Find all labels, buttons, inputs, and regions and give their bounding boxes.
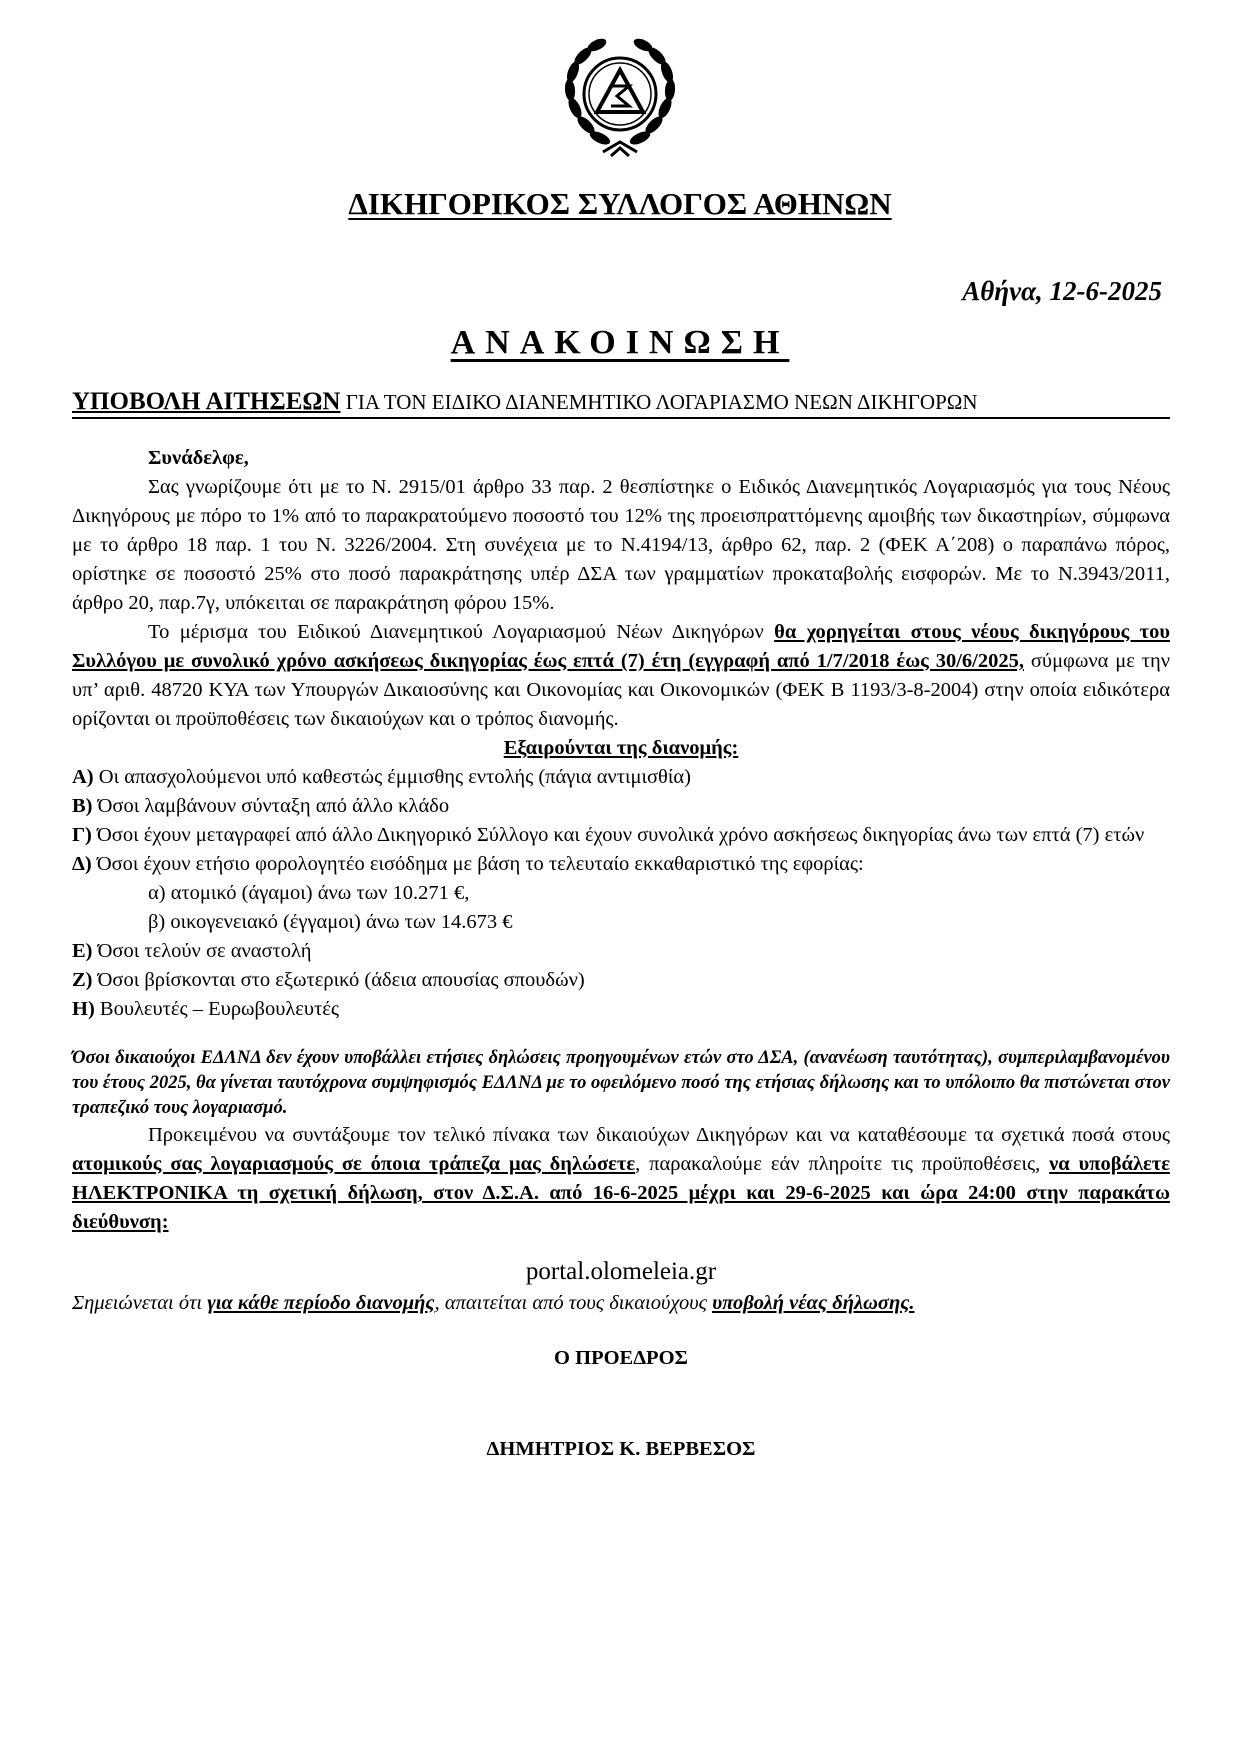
paragraph-legal-basis: Σας γνωρίζουμε ότι με το Ν. 2915/01 άρθρο 33 παρ. 2 θεσπίστηκε ο Ειδικός Διανεμητικός Λογαριασμός για τους Νέους Δικηγόρους με πόρο το 1% από το παρακρατούμενο ποσοστό του 12% της προεισπραττόμενης αμοιβής των δικαστηρίων, σύμφωνα με το άρθρο 18 παρ. 1 του Ν. 3226/2004. Στη συνέχεια με το Ν.4194/13, άρθρο 62, παρ. 2 (ΦΕΚ Α΄208) ο παραπάνω πόρος, ορίστηκε σε ποσοστό 25% στο ποσό παρακράτησης υπέρ ΔΣΑ των γραμματίων προκαταβολής εισφορών. Με το Ν.3943/2011, άρθρο 20, παρ.7γ, υπόκειται σε παρακράτηση φόρου 15%.	[72, 476, 1170, 614]
signature-name: ΔΗΜΗΤΡΙΟΣ Κ. ΒΕΡΒΕΣΟΣ	[486, 1438, 756, 1460]
organization-name: ΔΙΚΗΓΟΡΙΚΟΣ ΣΥΛΛΟΓΟΣ ΑΘΗΝΩΝ	[348, 186, 892, 221]
page-title: ΑΝΑΚΟΙΝΩΣΗ	[450, 324, 790, 361]
subject-rest: ΓΙΑ ΤΟΝ ΕΙΔΙΚΟ ΔΙΑΝΕΜΗΤΙΚΟ ΛΟΓΑΡΙΑΣΜΟ ΝΕΩΝ ΔΙΚΗΓΟΡΩΝ	[340, 390, 978, 414]
exclusion-item: Ε) Όσοι τελούν σε αναστολή	[72, 940, 312, 962]
salutation: Συνάδελφε,	[148, 447, 249, 469]
submission-deadline-highlight: να υποβάλετε ΗΛΕΚΤΡΟΝΙΚΑ τη σχετική δήλωση, στον Δ.Σ.Α. από 16-6-2025 μέχρι και 29-6-2025 και ώρα 24:00 στην παρακάτω διεύθυνση:	[72, 1153, 1171, 1233]
exclusion-item: Ζ) Όσοι βρίσκονται στο εξωτερικό (άδεια απουσίας σπουδών)	[72, 969, 585, 991]
income-limit-married: β) οικογενειακό (έγγαμοι) άνω των 14.673 €	[148, 911, 513, 933]
exclusion-item: Α) Οι απασχολούμενοι υπό καθεστώς έμμισθης εντολής (πάγια αντιμισθία)	[72, 766, 691, 788]
eligibility-highlight: θα χορηγείται στους νέους δικηγόρους του Συλλόγου με συνολικό χρόνο ασκήσεως δικηγορίας έως επτά (7) έτη (εγγραφή από 1/7/2018 έως 30/6/2025,	[72, 621, 1170, 672]
paragraph-submission: Προκειμένου να συντάξουμε τον τελικό πίνακα των δικαιούχων Δικηγόρων και να καταθέσουμε τα σχετικά ποσά στους ατομικούς σας λογαριασμούς σε όποια τράπεζα μας δηλώσετε, παρακαλούμε εάν πληροίτε τις προϋποθέσεις, να υποβάλετε ΗΛΕΚΤΡΟΝΙΚΑ τη σχετική δήλωση, στον Δ.Σ.Α. από 16-6-2025 μέχρι και 29-6-2025 και ώρα 24:00 στην παρακάτω διεύθυνση:	[72, 1124, 1171, 1233]
renewal-remark: Σημειώνεται ότι για κάθε περίοδο διανομής, απαιτείται από τους δικαιούχους υποβολή νέας δήλωσης.	[72, 1292, 915, 1314]
subject-line	[72, 388, 1170, 419]
exclusion-item: Δ) Όσοι έχουν ετήσιο φορολογητέο εισόδημα με βάση το τελευταίο εκκαθαριστικό της εφορίας:	[72, 853, 864, 875]
offset-note: Όσοι δικαιούχοι ΕΔΛΝΔ δεν έχουν υποβάλλει ετήσιες δηλώσεις προηγουμένων ετών στο ΔΣΑ, (ανανέωση ταυτότητας), συμπεριλαμβανομένου του έτους 2025, θα γίνεται ταυτόχρονα συμψηφισμός ΕΔΛΝΔ με το οφειλόμενο ποσό της ετήσιας δήλωσης και το υπόλοιπο θα πιστώνεται στον τραπεζικό τους λογαριασμό.	[72, 1048, 1170, 1118]
exclusion-item: Β) Όσοι λαμβάνουν σύνταξη από άλλο κλάδο	[72, 795, 450, 817]
paragraph-eligibility: Το μέρισμα του Ειδικού Διανεμητικού Λογαριασμού Νέων Δικηγόρων θα χορηγείται στους νέους δικηγόρους του Συλλόγου με συνολικό χρόνο ασκήσεως δικηγορίας έως επτά (7) έτη (εγγραφή από 1/7/2018 έως 30/6/2025, σύμφωνα με την υπ’ αριθ. 48720 ΚΥΑ των Υπουργών Δικαιοσύνης και Οικονομίας και Οικονομικών (ΦΕΚ Β 1193/3-8-2004) στην οποία ειδικότερα ορίζονται οι προϋποθέσεις των δικαιούχων και ο τρόπος διανομής.	[72, 621, 1170, 730]
subject-bold: ΥΠΟΒΟΛΗ ΑΙΤΗΣΕΩΝ	[72, 388, 341, 415]
document-date: Αθήνα, 12-6-2025	[962, 276, 1162, 306]
exclusion-item: Γ) Όσοι έχουν μεταγραφεί από άλλο Δικηγορικό Σύλλογο και έχουν συνολικά χρόνο ασκήσεως δικηγορίας άνω των επτά (7) ετών	[72, 824, 1145, 846]
exclusion-item: Η) Βουλευτές – Ευρωβουλευτές	[72, 998, 340, 1020]
income-limit-single: α) ατομικό (άγαμοι) άνω των 10.271 €,	[148, 882, 470, 904]
bar-association-emblem-icon	[553, 30, 687, 164]
announcement-body	[72, 444, 1170, 1464]
portal-link[interactable]: portal.olomeleia.gr	[525, 1258, 717, 1285]
bank-account-highlight: ατομικούς σας λογαριασμούς σε όποια τράπεζα μας δηλώσετε	[72, 1153, 636, 1175]
signature-role: Ο ΠΡΟΕΔΡΟΣ	[554, 1347, 688, 1369]
exclusions-heading: Εξαιρούνται της διανομής:	[503, 737, 739, 759]
